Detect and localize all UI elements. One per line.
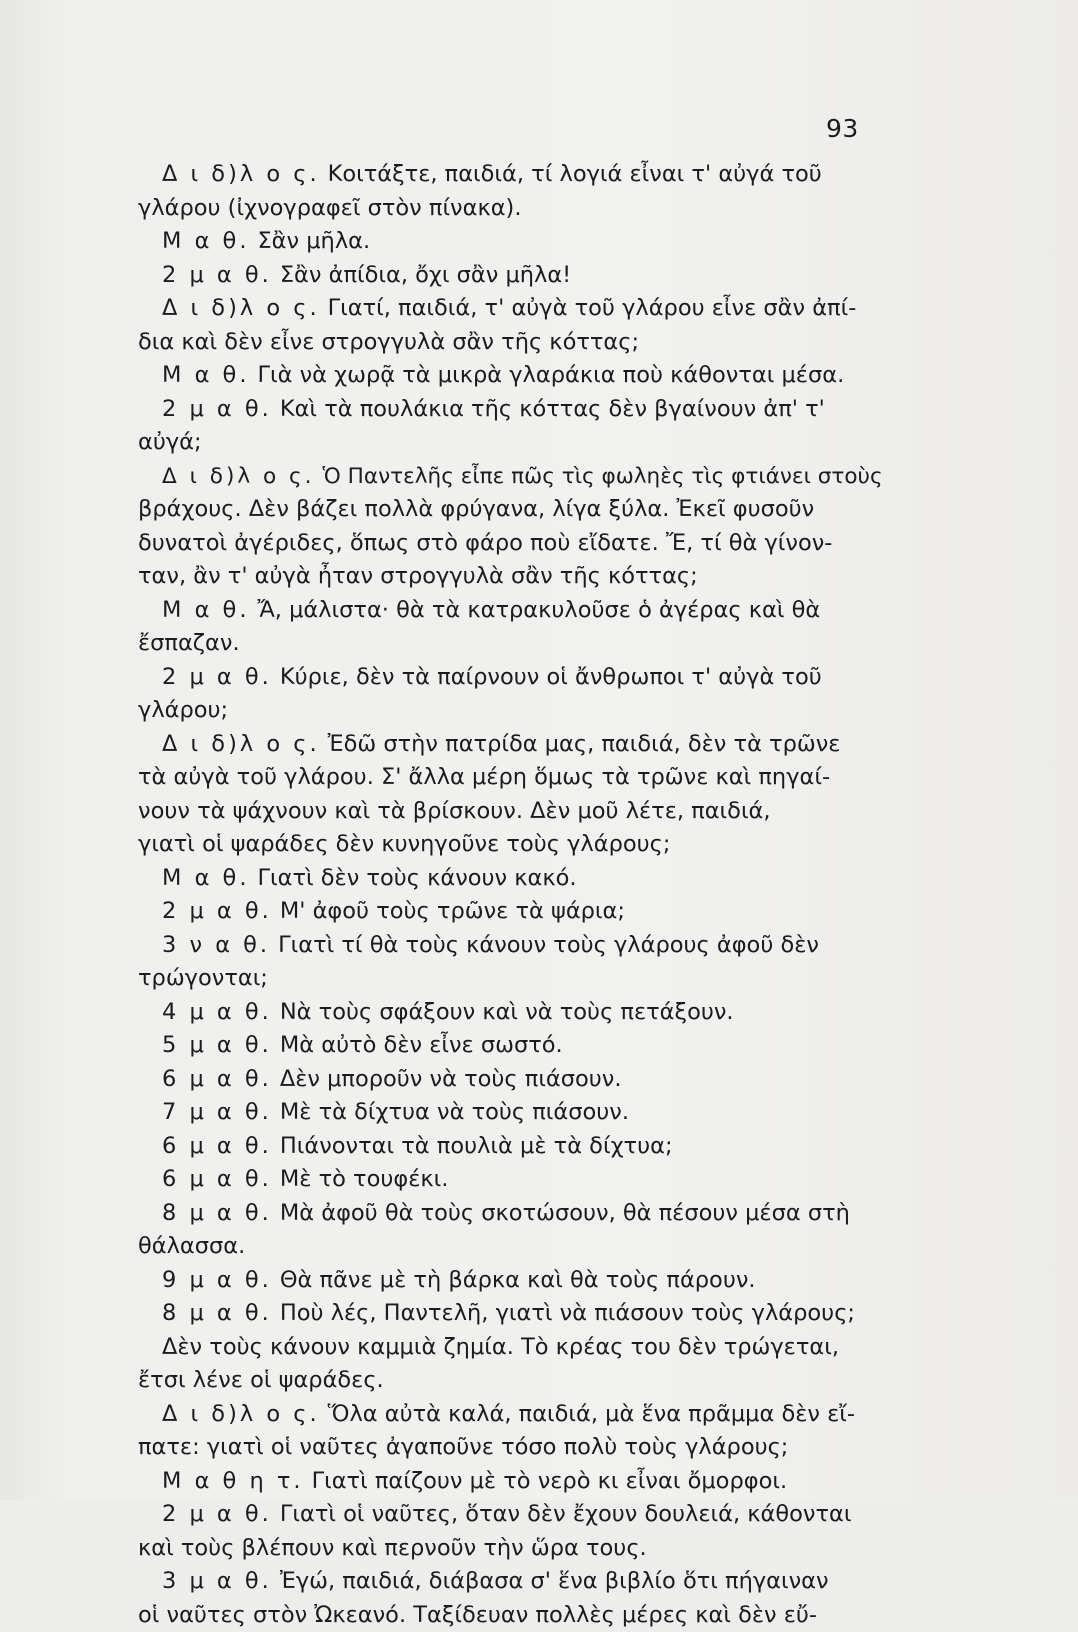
text-line	[138, 1431, 880, 1465]
speech-text: Δὲν μποροῦν νὰ τοὺς πιάσουν.	[280, 1066, 622, 1092]
text-line	[138, 1130, 880, 1164]
speaker-label: 2 μ α θ.	[162, 396, 280, 422]
text-line	[138, 1465, 880, 1499]
text-line	[138, 795, 880, 829]
speech-text: δυνατοὶ ἀγέριδες, ὅπως στὸ φάρο ποὺ εἴδατε. Ἔ, τί θὰ γίνον-	[138, 530, 832, 556]
speaker-label: 2 μ α θ.	[162, 262, 280, 288]
text-line	[138, 1565, 880, 1599]
text-line	[138, 560, 880, 594]
text-line	[138, 895, 880, 929]
speech-text: Μὲ τὰ δίχτυα νὰ τοὺς πιάσουν.	[280, 1099, 629, 1125]
speech-text: Σἂν μῆλα.	[257, 228, 370, 254]
speaker-label: Μ α θ.	[162, 865, 257, 891]
speech-text: Γιατὶ δὲν τοὺς κάνουν κακό.	[257, 865, 576, 891]
speaker-label: Δ ι δ)λ ο ς.	[162, 731, 328, 757]
text-line	[138, 460, 880, 494]
text-line	[138, 929, 880, 963]
text-line	[138, 292, 880, 326]
speaker-label: 6 μ α θ.	[162, 1066, 280, 1092]
text-line	[138, 661, 880, 695]
speaker-label: 7 μ α θ.	[162, 1099, 280, 1125]
speech-text: Ἄ, μάλιστα· θὰ τὰ κατρακυλοῦσε ὁ ἀγέρας καὶ θὰ	[257, 597, 820, 623]
speech-text: Μ' ἀφοῦ τοὺς τρῶνε τὰ ψάρια;	[280, 898, 625, 924]
speaker-label: 6 μ α θ.	[162, 1166, 280, 1192]
speech-text: Κύριε, δὲν τὰ παίρνουν οἱ ἄνθρωποι τ' αὐγὰ τοῦ	[280, 664, 822, 690]
text-line	[138, 225, 880, 259]
text-line	[138, 426, 880, 460]
speech-text: Ἐγώ, παιδιά, διάβασα σ' ἕνα βιβλίο ὅτι πήγαιναν	[280, 1568, 829, 1594]
text-line	[138, 1297, 880, 1331]
speech-text: Θὰ πᾶνε μὲ τὴ βάρκα καὶ θὰ τοὺς πάρουν.	[280, 1267, 756, 1293]
speaker-label: Μ α θ η τ.	[162, 1468, 312, 1494]
text-line	[138, 728, 880, 762]
speech-text: Σἂν ἀπίδια, ὄχι σἂν μῆλα!	[280, 262, 571, 288]
speaker-label: Μ α θ.	[162, 597, 257, 623]
speech-text: καὶ τοὺς βλέπουν καὶ περνοῦν τὴν ὥρα τους.	[138, 1535, 647, 1561]
text-line	[138, 1599, 880, 1632]
speech-text: πατε: γιατὶ οἱ ναῦτες ἀγαποῦνε τόσο πολὺ τοὺς γλάρους;	[138, 1434, 788, 1460]
text-line	[138, 192, 880, 226]
text-line	[138, 1230, 880, 1264]
text-line	[138, 1063, 880, 1097]
text-line	[138, 1364, 880, 1398]
speech-text: Ἐδῶ στὴν πατρίδα μας, παιδιά, δὲν τὰ τρῶνε	[328, 731, 841, 757]
speech-text: θάλασσα.	[138, 1233, 245, 1259]
text-line	[138, 493, 880, 527]
speech-text: Γιατὶ τί θὰ τοὺς κάνουν τοὺς γλάρους ἀφοῦ δὲν	[278, 932, 819, 958]
speech-text: Γιὰ νὰ χωρᾷ τὰ μικρὰ γλαράκια ποὺ κάθονται μέσα.	[257, 362, 844, 388]
speech-text: γιατὶ οἱ ψαράδες δὲν κυνηγοῦνε τοὺς γλάρους;	[138, 831, 670, 857]
text-line	[138, 1197, 880, 1231]
speech-text: γλάρου (ἰχνογραφεῖ στὸν πίνακα).	[138, 195, 521, 221]
speaker-label: Δ ι δ)λ ο ς.	[162, 161, 328, 187]
speaker-label: 2 μ α θ.	[162, 1501, 280, 1527]
speaker-label: Δ ι δ)λ ο ς.	[162, 295, 328, 321]
speaker-label: 9 μ α θ.	[162, 1267, 280, 1293]
text-line	[138, 1398, 880, 1432]
speech-text: Πιάνονται τὰ πουλιὰ μὲ τὰ δίχτυα;	[280, 1133, 673, 1159]
speaker-label: 3 ν α θ.	[162, 932, 278, 958]
text-line	[138, 627, 880, 661]
speech-text: οἱ ναῦτες στὸν Ὠκεανό. Ταξίδευαν πολλὲς μέρες καὶ δὲν εὔ-	[138, 1602, 817, 1628]
speaker-label: 2 μ α θ.	[162, 898, 280, 924]
text-line	[138, 862, 880, 896]
speech-text: Μὰ ἀφοῦ θὰ τοὺς σκοτώσουν, θὰ πέσουν μέσα στὴ	[280, 1200, 850, 1226]
text-line	[138, 527, 880, 561]
speaker-label: 5 μ α θ.	[162, 1032, 280, 1058]
speech-text: Νὰ τοὺς σφάξουν καὶ νὰ τοὺς πετάξουν.	[280, 999, 734, 1025]
speech-text: αὐγά;	[138, 429, 202, 455]
speech-text: Καὶ τὰ πουλάκια τῆς κόττας δὲν βγαίνουν ἀπ' τ'	[280, 396, 825, 422]
text-line	[138, 1163, 880, 1197]
speech-text: τρώγονται;	[138, 965, 268, 991]
speaker-label: Μ α θ.	[162, 228, 257, 254]
speaker-label: Δ ι δ)λ ο ς.	[162, 464, 323, 489]
speech-text: Ποὺ λές, Παντελῆ, γιατὶ νὰ πιάσουν τοὺς γλάρους;	[280, 1300, 855, 1326]
text-line	[138, 326, 880, 360]
speaker-label: 4 μ α θ.	[162, 999, 280, 1025]
dialogue-text	[138, 158, 880, 1632]
text-line	[138, 594, 880, 628]
speaker-label: Μ α θ.	[162, 362, 257, 388]
speaker-label: 3 μ α θ.	[162, 1568, 280, 1594]
speaker-label: Δ ι δ)λ ο ς.	[162, 1401, 328, 1427]
speaker-label: 6 μ α θ.	[162, 1133, 280, 1159]
speaker-label: 2 μ α θ.	[162, 664, 280, 690]
speech-text: ταν, ἂν τ' αὐγὰ ἦταν στρογγυλὰ σἂν τῆς κόττας;	[138, 563, 698, 589]
text-line	[138, 1264, 880, 1298]
text-line	[138, 259, 880, 293]
text-line	[138, 996, 880, 1030]
speaker-label: 8 μ α θ.	[162, 1300, 280, 1326]
speech-text: γλάρου;	[138, 697, 228, 723]
text-line	[138, 158, 880, 192]
text-line	[138, 694, 880, 728]
text-line	[138, 828, 880, 862]
speech-text: Γιατί, παιδιά, τ' αὐγὰ τοῦ γλάρου εἶνε σἂν ἀπί-	[328, 295, 857, 321]
speech-text: ἔτσι λένε οἱ ψαράδες.	[138, 1367, 384, 1393]
text-line	[138, 962, 880, 996]
speech-text: νουν τὰ ψάχνουν καὶ τὰ βρίσκουν. Δὲν μοῦ λέτε, παιδιά,	[138, 798, 771, 824]
speech-text: Ὁ Παντελῆς εἶπε πῶς τὶς φωληὲς τὶς φτιάνει στοὺς	[323, 464, 883, 489]
text-line	[138, 1331, 880, 1365]
speech-text: βράχους. Δὲν βάζει πολλὰ φρύγανα, λίγα ξύλα. Ἐκεῖ φυσοῦν	[138, 496, 814, 522]
speech-text: Γιατὶ οἱ ναῦτες, ὅταν δὲν ἔχουν δουλειά, κάθονται	[280, 1501, 852, 1527]
speech-text: Μὲ τὸ τουφέκι.	[280, 1166, 449, 1192]
speech-text: Γιατὶ παίζουν μὲ τὸ νερὸ κι εἶναι ὄμορφοι.	[312, 1468, 788, 1494]
speech-text: τὰ αὐγὰ τοῦ γλάρου. Σ' ἄλλα μέρη ὅμως τὰ τρῶνε καὶ πηγαί-	[138, 764, 830, 790]
text-line	[138, 1532, 880, 1566]
page-number: 93	[826, 114, 859, 143]
text-line	[138, 1029, 880, 1063]
speech-text: Δὲν τοὺς κάνουν καμμιὰ ζημία. Τὸ κρέας του δὲν τρώγεται,	[162, 1334, 839, 1360]
speech-text: Μὰ αὐτὸ δὲν εἶνε σωστό.	[280, 1032, 563, 1058]
text-line	[138, 761, 880, 795]
speech-text: Κοιτάξτε, παιδιά, τί λογιά εἶναι τ' αὐγά τοῦ	[328, 161, 822, 187]
speech-text: δια καὶ δὲν εἶνε στρογγυλὰ σἂν τῆς κόττας;	[138, 329, 639, 355]
text-line	[138, 393, 880, 427]
speech-text: ἔσπαζαν.	[138, 630, 240, 656]
speaker-label: 8 μ α θ.	[162, 1200, 280, 1226]
text-line	[138, 1096, 880, 1130]
text-line	[138, 359, 880, 393]
text-line	[138, 1498, 880, 1532]
speech-text: Ὅλα αὐτὰ καλά, παιδιά, μὰ ἕνα πρᾶμμα δὲν εἴ-	[328, 1401, 855, 1427]
